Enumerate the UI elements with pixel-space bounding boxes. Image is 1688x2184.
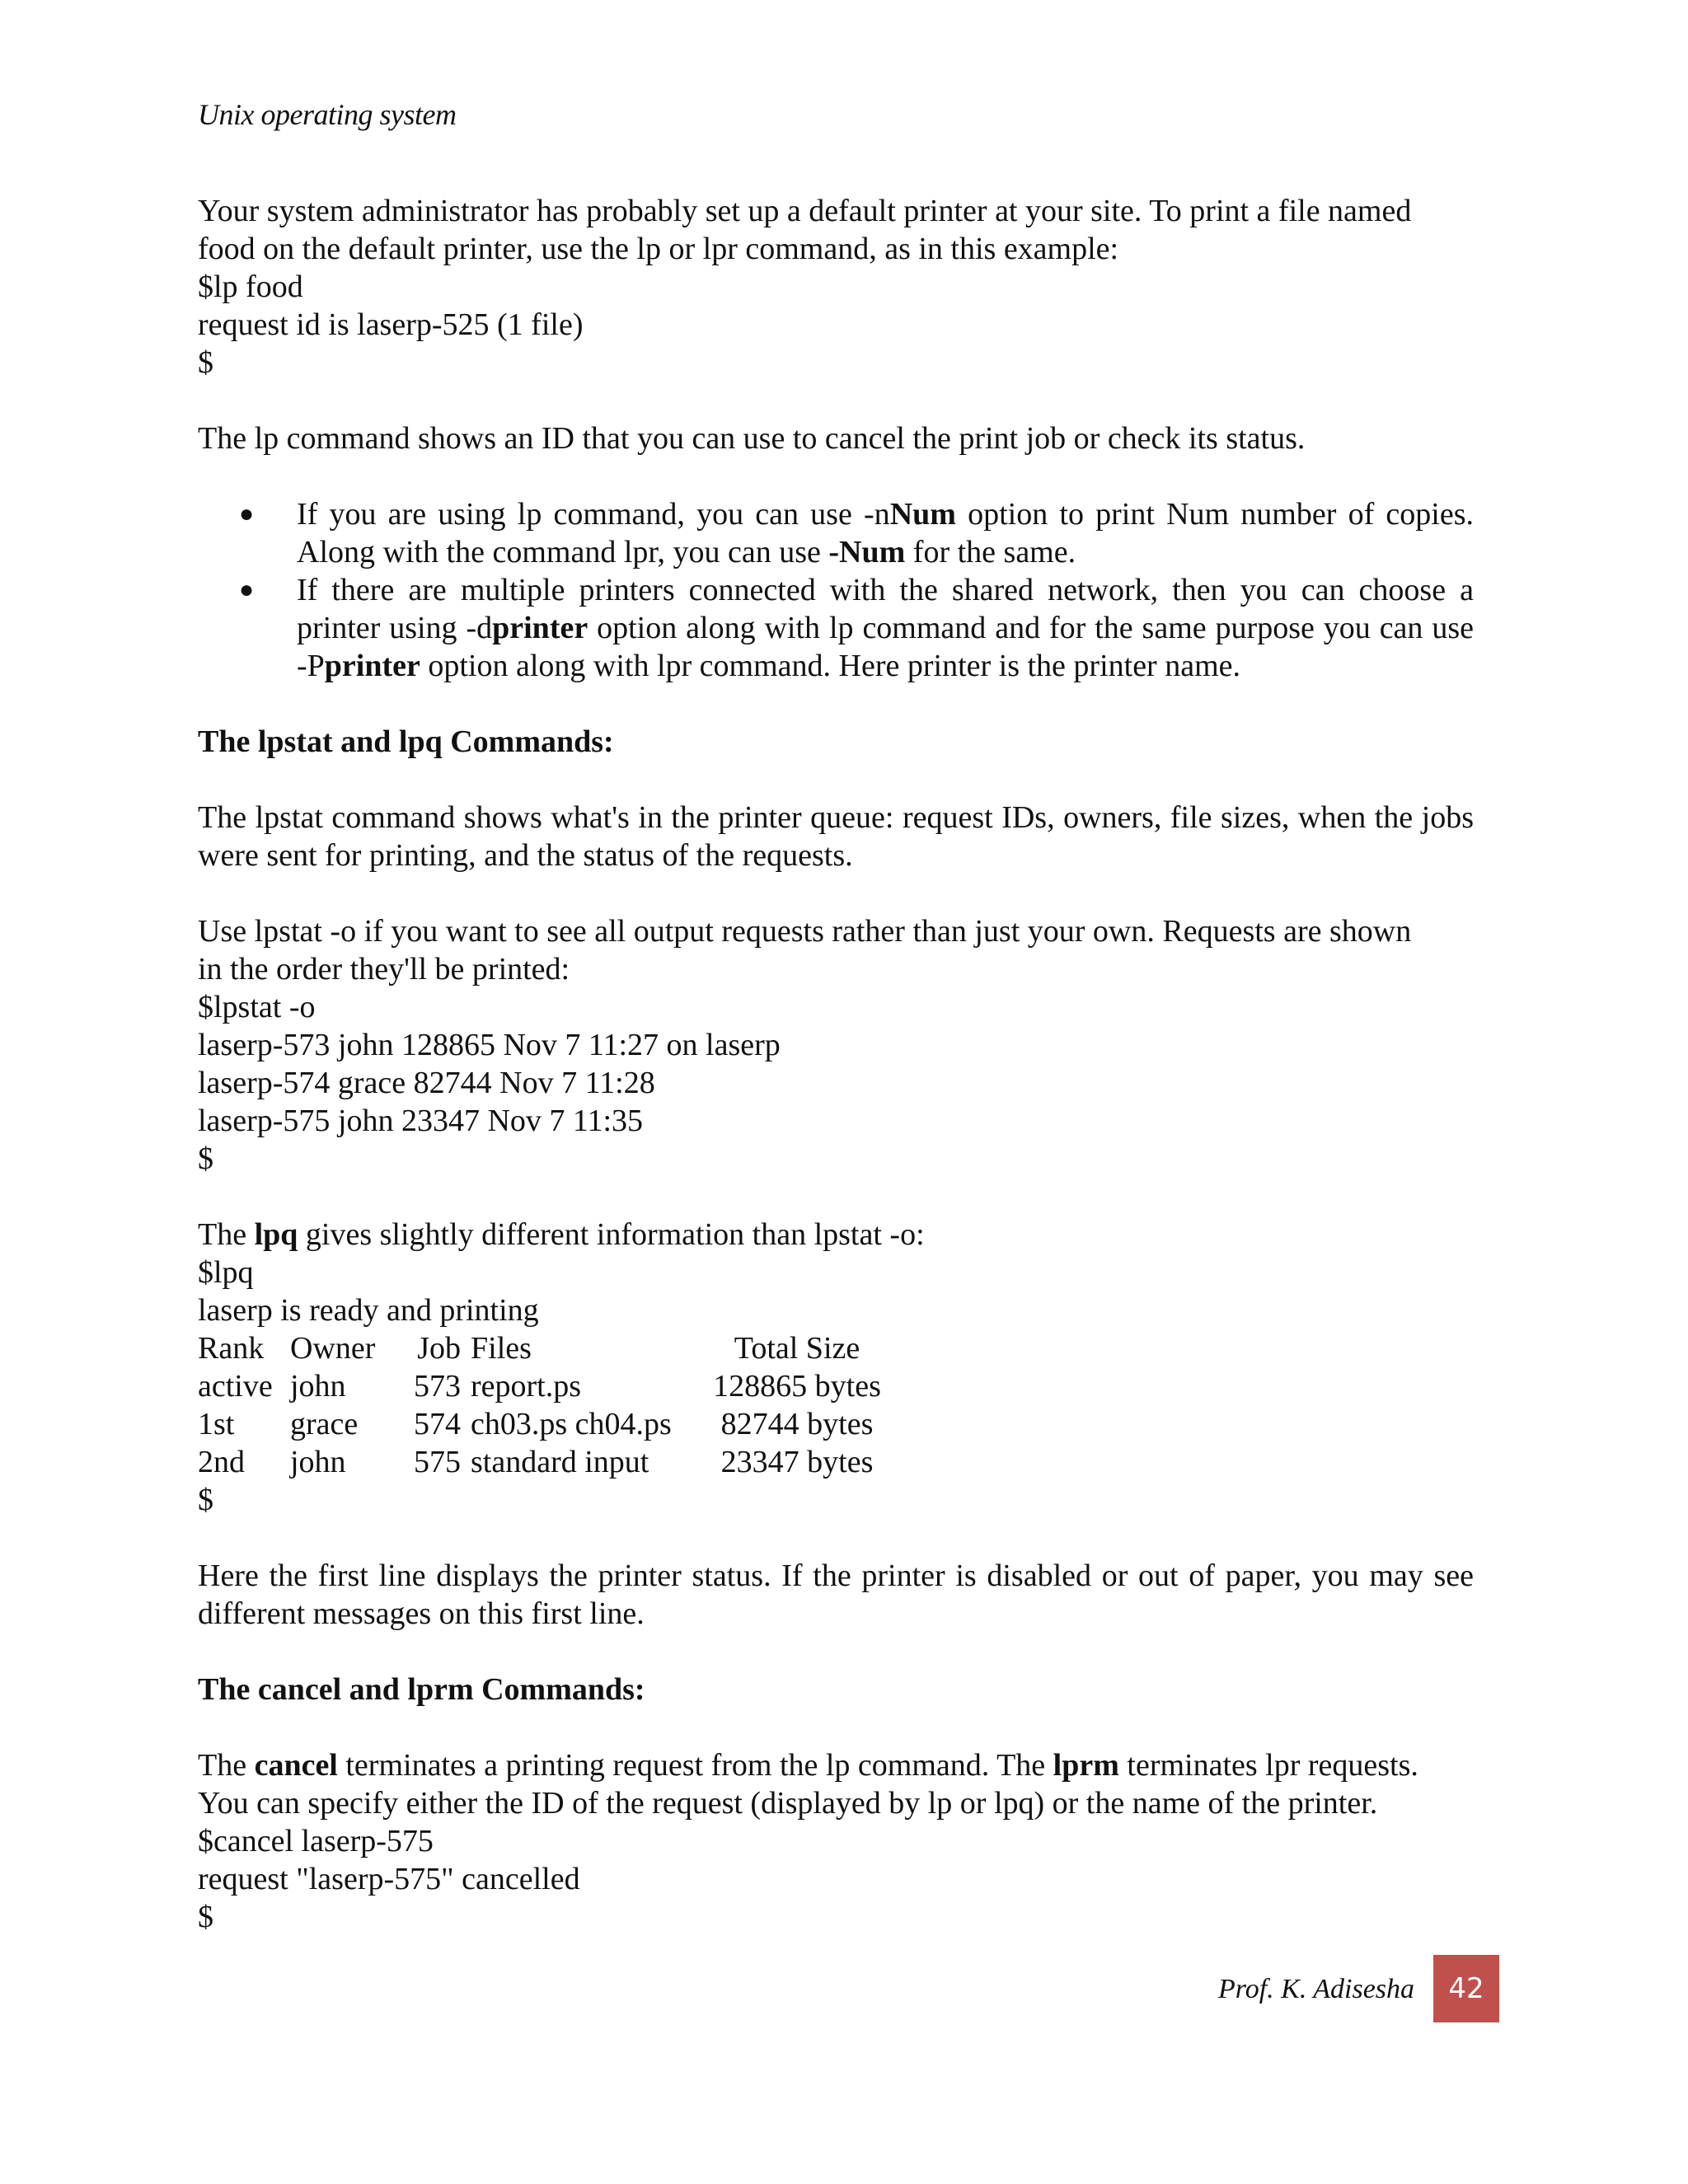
cell-size: 128865 bytes: [713, 1369, 881, 1404]
cancel-text: terminates a printing request from the lp command. The: [337, 1748, 1053, 1783]
cell-files: standard input: [471, 1445, 649, 1479]
command-lpq: $lpq: [198, 1255, 254, 1290]
bullet-bold-text: -Num: [828, 535, 906, 569]
col-rank: Rank: [198, 1331, 265, 1366]
shell-prompt: $: [198, 1900, 213, 1934]
intro-line-1: Your system administrator has probably set up a default printer at your site. To print a file named: [198, 194, 1412, 228]
command-lp-food: $lp food: [198, 269, 303, 304]
cancel-text: The: [198, 1748, 255, 1783]
bullet-bold-text: printer: [492, 611, 588, 645]
cell-rank: 2nd: [198, 1445, 245, 1479]
shell-prompt: $: [198, 1141, 213, 1176]
bullet-icon: ●: [239, 576, 255, 603]
cell-rank: 1st: [198, 1407, 235, 1441]
cell-rank: active: [198, 1369, 273, 1404]
cancel-bold: cancel: [254, 1748, 338, 1783]
cancel-output: request "laserp-575" cancelled: [198, 1862, 580, 1896]
lpq-explanation: Here the first line displays the printer status. If the printer is disabled or out of paper, you may see different messages on this first line.: [198, 1558, 1474, 1631]
lp-id-paragraph: The lp command shows an ID that you can use to cancel the print job or check its status.: [198, 421, 1306, 456]
cell-job: 575: [414, 1445, 461, 1479]
lpstat-output-line: laserp-573 john 128865 Nov 7 11:27 on laserp: [198, 1028, 781, 1062]
col-job: Job: [417, 1331, 461, 1366]
col-total-size: Total Size: [734, 1331, 860, 1366]
cell-job: 574: [414, 1407, 461, 1441]
cell-size: 23347 bytes: [720, 1445, 874, 1479]
list-item-printer-option: [198, 571, 1474, 685]
footer-author: Prof. K. Adisesha: [1218, 1974, 1415, 2004]
bullet-text: If you are using lp command, you can use -n: [297, 497, 890, 532]
lpstat-o-line-1: Use lpstat -o if you want to see all output requests rather than just your own. Requests are shown: [198, 914, 1412, 949]
cancel-paragraph: [198, 1746, 1474, 1822]
bullet-bold-text: Num: [889, 497, 956, 532]
lpstat-paragraph: The lpstat command shows what's in the printer queue: request IDs, owners, file sizes, when the jobs were sent for printing, and the status of the requests.: [198, 800, 1474, 873]
bullet-text: option to print Num number of copies. Along with the command lpr, you can use: [297, 497, 1474, 569]
bullet-text: If there are multiple printers connected with the shared network, then you can choose a printer using -d: [297, 573, 1474, 645]
intro-line-2: food on the default printer, use the lp or lpr command, as in this example:: [198, 232, 1119, 266]
cell-size: 82744 bytes: [720, 1407, 874, 1441]
lpq-intro-bold: lpq: [254, 1217, 298, 1252]
lp-output: request id is laserp-525 (1 file): [198, 307, 584, 342]
shell-prompt: $: [198, 1483, 213, 1517]
table-row: [198, 1367, 892, 1405]
lpq-intro-text: The: [198, 1217, 255, 1252]
lpq-intro-text: gives slightly different information than lpstat -o:: [298, 1217, 925, 1252]
table-row: [198, 1405, 892, 1443]
table-row: [198, 1443, 892, 1481]
lpstat-output-line: laserp-574 grace 82744 Nov 7 11:28: [198, 1066, 655, 1100]
cell-owner: grace: [290, 1407, 359, 1441]
cell-files: ch03.ps ch04.ps: [471, 1407, 672, 1441]
bullet-icon: ●: [239, 500, 255, 527]
lpstat-o-line-2: in the order they'll be printed:: [198, 952, 570, 987]
section-heading-cancel: The cancel and lprm Commands:: [198, 1672, 645, 1707]
col-owner: Owner: [290, 1331, 376, 1366]
lprm-bold: lprm: [1053, 1748, 1119, 1783]
bullet-text: option along with lp command and for the same purpose you can use -P: [297, 611, 1474, 683]
list-item-num-option: [198, 495, 1474, 571]
cell-owner: john: [290, 1445, 346, 1479]
cancel-text: terminates lpr requests. You can specify either the ID of the request (displayed by lp or lpq) or the name of the printer.: [198, 1748, 1418, 1821]
running-header: Unix operating system: [198, 98, 457, 131]
page-number-badge: 42: [1433, 1955, 1499, 2022]
section-heading-lpstat: The lpstat and lpq Commands:: [198, 724, 614, 759]
table-header-row: [198, 1329, 892, 1367]
cell-owner: john: [290, 1369, 346, 1404]
lpq-intro: [198, 1216, 1474, 1254]
cell-job: 573: [414, 1369, 461, 1404]
lpq-status: laserp is ready and printing: [198, 1293, 539, 1328]
shell-prompt: $: [198, 345, 213, 380]
options-list: [198, 495, 1474, 685]
command-lpstat: $lpstat -o: [198, 990, 316, 1024]
cell-files: report.ps: [471, 1369, 582, 1404]
lpstat-output-line: laserp-575 john 23347 Nov 7 11:35: [198, 1104, 644, 1138]
bullet-text: for the same.: [905, 535, 1076, 569]
bullet-text: option along with lpr command. Here printer is the printer name.: [420, 649, 1240, 683]
command-cancel: $cancel laserp-575: [198, 1824, 434, 1858]
bullet-bold-text: printer: [324, 649, 420, 683]
col-files: Files: [471, 1331, 532, 1366]
page-body: [198, 192, 1474, 1936]
lpq-output-table: [198, 1329, 892, 1481]
